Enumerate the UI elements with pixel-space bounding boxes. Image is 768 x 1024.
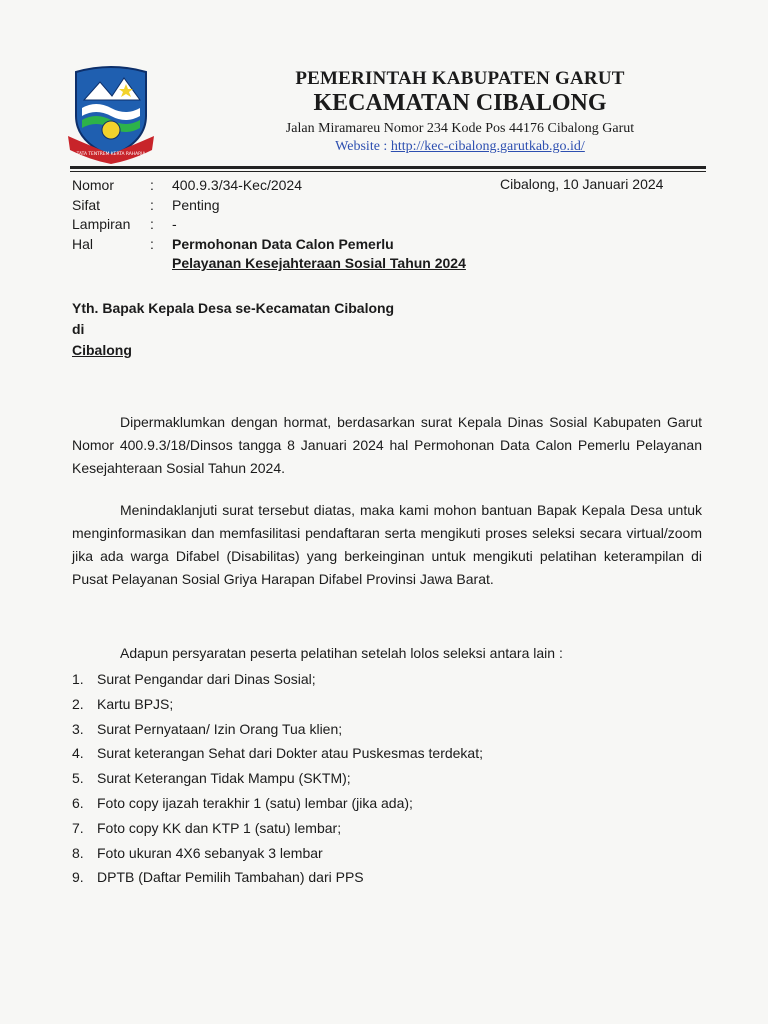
letter-date: Cibalong, 10 Januari 2024 [500, 176, 664, 192]
list-item: 8. Foto ukuran 4X6 sebanyak 3 lembar [72, 844, 323, 861]
list-item: 5. Surat Keterangan Tidak Mampu (SKTM); [72, 770, 351, 787]
requirements-list [72, 667, 483, 890]
list-item: 4. Surat keterangan Sehat dari Dokter atau Puskesmas terdekat; [72, 745, 483, 762]
letter-subject [172, 235, 512, 274]
list-item: 9. DPTB (Daftar Pemilih Tambahan) dari PPS [72, 869, 364, 886]
website-link[interactable]: http://kec-cibalong.garutkab.go.id/ [390, 139, 585, 154]
list-item: 2. Kartu BPJS; [72, 695, 174, 712]
addressee-block [72, 298, 394, 361]
list-item: 3. Surat Pernyataan/ Izin Orang Tua klien; [72, 720, 343, 737]
list-item: 6. Foto copy ijazah terakhir 1 (satu) lembar (jika ada); [72, 794, 413, 811]
website-label: Website : [335, 139, 388, 154]
letterhead-divider-thick [70, 166, 706, 169]
letterhead-divider-thin [70, 171, 706, 172]
office-address: Jalan Miramareu Nomor 234 Kode Pos 44176 Cibalong Garut [285, 121, 635, 136]
meta-lampiran: Lampiran : - [72, 215, 512, 235]
district-name: KECAMATAN CIBALONG [313, 90, 607, 116]
body-paragraph-3: Adapun persyaratan peserta pelatihan setelah lolos seleksi antara lain : [120, 645, 563, 661]
subject-line-1: Permohonan Data Calon Pemerlu [172, 235, 394, 252]
subject-line-2: Pelayanan Kesejahteraan Sosial Tahun 2024 [172, 255, 466, 271]
addressee-recipient: Yth. Bapak Kepala Desa se-Kecamatan Cibalong [72, 300, 395, 316]
addressee-di: di [72, 321, 85, 337]
meta-nomor: Nomor : 400.9.3/34-Kec/2024 [72, 176, 512, 196]
body-paragraph-1: Dipermaklumkan dengan hormat, berdasarkan surat Kepala Dinas Sosial Kabupaten Garut Nomor 400.9.3/18/Dinsos tangga 8 Januari 2024 hal Permohonan Data Calon Pemerlu Pelayanan Kesejahteraan Sosial Tahun 2024. [72, 414, 702, 476]
garut-regency-emblem [66, 64, 156, 164]
list-item: 7. Foto copy KK dan KTP 1 (satu) lembar; [72, 819, 342, 836]
letter-meta [72, 176, 512, 274]
government-name: PEMERINTAH KABUPATEN GARUT [295, 68, 625, 89]
body-paragraph-2: Menindaklanjuti surat tersebut diatas, maka kami mohon bantuan Bapak Kepala Desa untuk menginformasikan dan memfasilitasi pendaftaran serta mengikuti proses seleksi secara virtual/zoom jika ada warga Difabel (Disabilitas) yang berkeinginan untuk mengikuti pelatihan keterampilan di Pusat Pelayanan Sosial Griya Harapan Difabel Provinsi Jawa Barat. [72, 502, 702, 587]
addressee-place: Cibalong [72, 342, 132, 358]
letter-attachment: - [172, 216, 177, 232]
list-item: 1. Surat Pengandar dari Dinas Sosial; [72, 671, 316, 687]
letter-number: 400.9.3/34-Kec/2024 [172, 177, 302, 193]
meta-sifat: Sifat : Penting [72, 196, 512, 216]
website-line [200, 139, 720, 155]
letter-nature: Penting [172, 196, 220, 213]
emblem-ribbon-text: TATA TENTREM KERTA RAHARJA [76, 152, 146, 157]
meta-hal: Hal : Permohonan Data Calon Pemerlu Pelayanan Kesejahteraan Sosial Tahun 2024 [72, 235, 512, 274]
